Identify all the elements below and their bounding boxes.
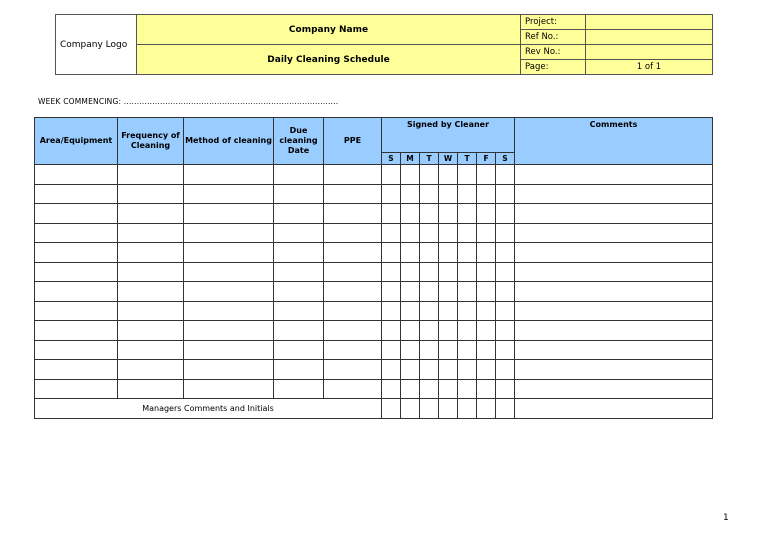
field-label-ref: Ref No.: bbox=[521, 30, 586, 45]
method-cell[interactable] bbox=[184, 301, 274, 321]
day-tue: T bbox=[420, 153, 439, 165]
col-area-equipment: Area/Equipment bbox=[35, 118, 118, 165]
ppe-cell[interactable] bbox=[324, 340, 382, 360]
ppe-cell[interactable] bbox=[324, 165, 382, 185]
method-cell[interactable] bbox=[184, 262, 274, 282]
frequency-cell[interactable] bbox=[118, 165, 184, 185]
sign-wed-cell[interactable] bbox=[439, 360, 458, 380]
sign-sat-cell[interactable] bbox=[496, 301, 515, 321]
comments-cell[interactable] bbox=[515, 340, 713, 360]
frequency-cell[interactable] bbox=[118, 321, 184, 341]
page-number: 1 bbox=[723, 513, 729, 523]
area-cell[interactable] bbox=[35, 340, 118, 360]
sign-thu-cell[interactable] bbox=[458, 340, 477, 360]
sign-mon-cell[interactable] bbox=[401, 379, 420, 399]
sign-wed-cell[interactable] bbox=[439, 165, 458, 185]
method-cell[interactable] bbox=[184, 282, 274, 302]
mgr-sign-cell[interactable] bbox=[477, 399, 496, 419]
sign-sat-cell[interactable] bbox=[496, 340, 515, 360]
method-cell[interactable] bbox=[184, 165, 274, 185]
due-date-cell[interactable] bbox=[274, 165, 324, 185]
sign-thu-cell[interactable] bbox=[458, 360, 477, 380]
sign-sun-cell[interactable] bbox=[382, 204, 401, 224]
ppe-cell[interactable] bbox=[324, 379, 382, 399]
mgr-sign-cell[interactable] bbox=[420, 399, 439, 419]
document-header bbox=[55, 14, 713, 75]
sign-mon-cell[interactable] bbox=[401, 184, 420, 204]
sign-fri-cell[interactable] bbox=[477, 165, 496, 185]
col-due-date: Due cleaning Date bbox=[274, 118, 324, 165]
sign-thu-cell[interactable] bbox=[458, 204, 477, 224]
sign-sat-cell[interactable] bbox=[496, 223, 515, 243]
frequency-cell[interactable] bbox=[118, 223, 184, 243]
comments-cell[interactable] bbox=[515, 321, 713, 341]
sign-thu-cell[interactable] bbox=[458, 184, 477, 204]
ppe-cell[interactable] bbox=[324, 184, 382, 204]
due-date-cell[interactable] bbox=[274, 321, 324, 341]
sign-wed-cell[interactable] bbox=[439, 262, 458, 282]
day-thu: T bbox=[458, 153, 477, 165]
sign-sun-cell[interactable] bbox=[382, 165, 401, 185]
sign-sat-cell[interactable] bbox=[496, 360, 515, 380]
area-cell[interactable] bbox=[35, 243, 118, 263]
ppe-cell[interactable] bbox=[324, 204, 382, 224]
sign-sun-cell[interactable] bbox=[382, 301, 401, 321]
sign-sat-cell[interactable] bbox=[496, 282, 515, 302]
method-cell[interactable] bbox=[184, 360, 274, 380]
table-row bbox=[35, 243, 713, 263]
sign-sun-cell[interactable] bbox=[382, 262, 401, 282]
sign-sun-cell[interactable] bbox=[382, 282, 401, 302]
table-row bbox=[35, 204, 713, 224]
sign-fri-cell[interactable] bbox=[477, 301, 496, 321]
field-value-rev[interactable] bbox=[586, 45, 713, 60]
mgr-comments-cell[interactable] bbox=[515, 399, 713, 419]
field-value-page: 1 of 1 bbox=[586, 60, 713, 75]
area-cell[interactable] bbox=[35, 379, 118, 399]
company-name: Company Name bbox=[137, 15, 521, 45]
table-row bbox=[35, 360, 713, 380]
field-value-project[interactable] bbox=[586, 15, 713, 30]
sign-tue-cell[interactable] bbox=[420, 282, 439, 302]
sign-thu-cell[interactable] bbox=[458, 223, 477, 243]
sign-thu-cell[interactable] bbox=[458, 165, 477, 185]
sign-thu-cell[interactable] bbox=[458, 243, 477, 263]
frequency-cell[interactable] bbox=[118, 184, 184, 204]
ppe-cell[interactable] bbox=[324, 321, 382, 341]
week-commencing: WEEK COMMENCING: ................................................................................... bbox=[38, 97, 339, 106]
day-fri: F bbox=[477, 153, 496, 165]
sign-fri-cell[interactable] bbox=[477, 243, 496, 263]
mgr-sign-cell[interactable] bbox=[382, 399, 401, 419]
sign-sun-cell[interactable] bbox=[382, 360, 401, 380]
sign-wed-cell[interactable] bbox=[439, 340, 458, 360]
managers-comments-label: Managers Comments and Initials bbox=[35, 399, 382, 419]
mgr-sign-cell[interactable] bbox=[401, 399, 420, 419]
sign-tue-cell[interactable] bbox=[420, 321, 439, 341]
table-row bbox=[35, 321, 713, 341]
sign-mon-cell[interactable] bbox=[401, 262, 420, 282]
frequency-cell[interactable] bbox=[118, 204, 184, 224]
document-title: Daily Cleaning Schedule bbox=[137, 45, 521, 75]
area-cell[interactable] bbox=[35, 262, 118, 282]
ppe-cell[interactable] bbox=[324, 262, 382, 282]
col-method: Method of cleaning bbox=[184, 118, 274, 165]
mgr-sign-cell[interactable] bbox=[439, 399, 458, 419]
sign-mon-cell[interactable] bbox=[401, 243, 420, 263]
method-cell[interactable] bbox=[184, 340, 274, 360]
sign-fri-cell[interactable] bbox=[477, 223, 496, 243]
field-label-page: Page: bbox=[521, 60, 586, 75]
sign-sat-cell[interactable] bbox=[496, 262, 515, 282]
area-cell[interactable] bbox=[35, 184, 118, 204]
table-row bbox=[35, 379, 713, 399]
due-date-cell[interactable] bbox=[274, 379, 324, 399]
due-date-cell[interactable] bbox=[274, 360, 324, 380]
due-date-cell[interactable] bbox=[274, 340, 324, 360]
sign-mon-cell[interactable] bbox=[401, 165, 420, 185]
comments-cell[interactable] bbox=[515, 301, 713, 321]
field-value-ref[interactable] bbox=[586, 30, 713, 45]
sign-fri-cell[interactable] bbox=[477, 282, 496, 302]
col-signed-by-cleaner: Signed by Cleaner bbox=[382, 118, 515, 153]
frequency-cell[interactable] bbox=[118, 301, 184, 321]
sign-sat-cell[interactable] bbox=[496, 165, 515, 185]
sign-fri-cell[interactable] bbox=[477, 360, 496, 380]
frequency-cell[interactable] bbox=[118, 360, 184, 380]
sign-tue-cell[interactable] bbox=[420, 204, 439, 224]
ppe-cell[interactable] bbox=[324, 223, 382, 243]
method-cell[interactable] bbox=[184, 321, 274, 341]
sign-fri-cell[interactable] bbox=[477, 262, 496, 282]
sign-sat-cell[interactable] bbox=[496, 204, 515, 224]
due-date-cell[interactable] bbox=[274, 243, 324, 263]
sign-thu-cell[interactable] bbox=[458, 321, 477, 341]
due-date-cell[interactable] bbox=[274, 204, 324, 224]
day-sat: S bbox=[496, 153, 515, 165]
due-date-cell[interactable] bbox=[274, 301, 324, 321]
table-row bbox=[35, 301, 713, 321]
sign-wed-cell[interactable] bbox=[439, 204, 458, 224]
area-cell[interactable] bbox=[35, 165, 118, 185]
ppe-cell[interactable] bbox=[324, 243, 382, 263]
sign-sat-cell[interactable] bbox=[496, 184, 515, 204]
sign-sat-cell[interactable] bbox=[496, 321, 515, 341]
sign-mon-cell[interactable] bbox=[401, 223, 420, 243]
area-cell[interactable] bbox=[35, 360, 118, 380]
sign-sun-cell[interactable] bbox=[382, 223, 401, 243]
table-row bbox=[35, 262, 713, 282]
method-cell[interactable] bbox=[184, 243, 274, 263]
sign-wed-cell[interactable] bbox=[439, 301, 458, 321]
day-sun: S bbox=[382, 153, 401, 165]
area-cell[interactable] bbox=[35, 301, 118, 321]
sign-sun-cell[interactable] bbox=[382, 243, 401, 263]
comments-cell[interactable] bbox=[515, 360, 713, 380]
comments-cell[interactable] bbox=[515, 184, 713, 204]
mgr-sign-cell[interactable] bbox=[496, 399, 515, 419]
frequency-cell[interactable] bbox=[118, 262, 184, 282]
sign-sat-cell[interactable] bbox=[496, 243, 515, 263]
table-row bbox=[35, 282, 713, 302]
frequency-cell[interactable] bbox=[118, 379, 184, 399]
sign-mon-cell[interactable] bbox=[401, 204, 420, 224]
sign-tue-cell[interactable] bbox=[420, 165, 439, 185]
area-cell[interactable] bbox=[35, 321, 118, 341]
field-label-project: Project: bbox=[521, 15, 586, 30]
sign-mon-cell[interactable] bbox=[401, 301, 420, 321]
cleaning-schedule-table bbox=[34, 117, 713, 419]
ppe-cell[interactable] bbox=[324, 301, 382, 321]
comments-cell[interactable] bbox=[515, 262, 713, 282]
sign-tue-cell[interactable] bbox=[420, 243, 439, 263]
sign-sun-cell[interactable] bbox=[382, 184, 401, 204]
area-cell[interactable] bbox=[35, 223, 118, 243]
sign-mon-cell[interactable] bbox=[401, 321, 420, 341]
sign-tue-cell[interactable] bbox=[420, 223, 439, 243]
due-date-cell[interactable] bbox=[274, 282, 324, 302]
sign-sun-cell[interactable] bbox=[382, 379, 401, 399]
day-mon: M bbox=[401, 153, 420, 165]
method-cell[interactable] bbox=[184, 204, 274, 224]
sign-tue-cell[interactable] bbox=[420, 184, 439, 204]
method-cell[interactable] bbox=[184, 223, 274, 243]
sign-tue-cell[interactable] bbox=[420, 379, 439, 399]
sign-wed-cell[interactable] bbox=[439, 321, 458, 341]
sign-mon-cell[interactable] bbox=[401, 282, 420, 302]
sign-wed-cell[interactable] bbox=[439, 243, 458, 263]
sign-fri-cell[interactable] bbox=[477, 379, 496, 399]
comments-cell[interactable] bbox=[515, 204, 713, 224]
table-row bbox=[35, 340, 713, 360]
table-row bbox=[35, 184, 713, 204]
method-cell[interactable] bbox=[184, 184, 274, 204]
due-date-cell[interactable] bbox=[274, 223, 324, 243]
sign-fri-cell[interactable] bbox=[477, 340, 496, 360]
frequency-cell[interactable] bbox=[118, 243, 184, 263]
sign-tue-cell[interactable] bbox=[420, 301, 439, 321]
comments-cell[interactable] bbox=[515, 243, 713, 263]
sign-fri-cell[interactable] bbox=[477, 321, 496, 341]
col-ppe: PPE bbox=[324, 118, 382, 165]
table-row bbox=[35, 223, 713, 243]
sign-tue-cell[interactable] bbox=[420, 360, 439, 380]
ppe-cell[interactable] bbox=[324, 282, 382, 302]
frequency-cell[interactable] bbox=[118, 282, 184, 302]
due-date-cell[interactable] bbox=[274, 262, 324, 282]
comments-cell[interactable] bbox=[515, 379, 713, 399]
sign-fri-cell[interactable] bbox=[477, 204, 496, 224]
due-date-cell[interactable] bbox=[274, 184, 324, 204]
area-cell[interactable] bbox=[35, 282, 118, 302]
sign-thu-cell[interactable] bbox=[458, 262, 477, 282]
method-cell[interactable] bbox=[184, 379, 274, 399]
comments-cell[interactable] bbox=[515, 282, 713, 302]
sign-thu-cell[interactable] bbox=[458, 379, 477, 399]
sign-mon-cell[interactable] bbox=[401, 340, 420, 360]
sign-mon-cell[interactable] bbox=[401, 360, 420, 380]
sign-tue-cell[interactable] bbox=[420, 340, 439, 360]
sign-sun-cell[interactable] bbox=[382, 321, 401, 341]
day-wed: W bbox=[439, 153, 458, 165]
frequency-cell[interactable] bbox=[118, 340, 184, 360]
field-label-rev: Rev No.: bbox=[521, 45, 586, 60]
area-cell[interactable] bbox=[35, 204, 118, 224]
sign-sun-cell[interactable] bbox=[382, 340, 401, 360]
ppe-cell[interactable] bbox=[324, 360, 382, 380]
table-row bbox=[35, 165, 713, 185]
comments-cell[interactable] bbox=[515, 165, 713, 185]
sign-thu-cell[interactable] bbox=[458, 301, 477, 321]
sign-wed-cell[interactable] bbox=[439, 223, 458, 243]
sign-sat-cell[interactable] bbox=[496, 379, 515, 399]
sign-tue-cell[interactable] bbox=[420, 262, 439, 282]
col-frequency: Frequency of Cleaning bbox=[118, 118, 184, 165]
comments-cell[interactable] bbox=[515, 223, 713, 243]
sign-wed-cell[interactable] bbox=[439, 184, 458, 204]
sign-thu-cell[interactable] bbox=[458, 282, 477, 302]
sign-wed-cell[interactable] bbox=[439, 379, 458, 399]
col-comments: Comments bbox=[515, 118, 713, 165]
mgr-sign-cell[interactable] bbox=[458, 399, 477, 419]
sign-wed-cell[interactable] bbox=[439, 282, 458, 302]
company-logo: Company Logo bbox=[56, 15, 137, 75]
sign-fri-cell[interactable] bbox=[477, 184, 496, 204]
